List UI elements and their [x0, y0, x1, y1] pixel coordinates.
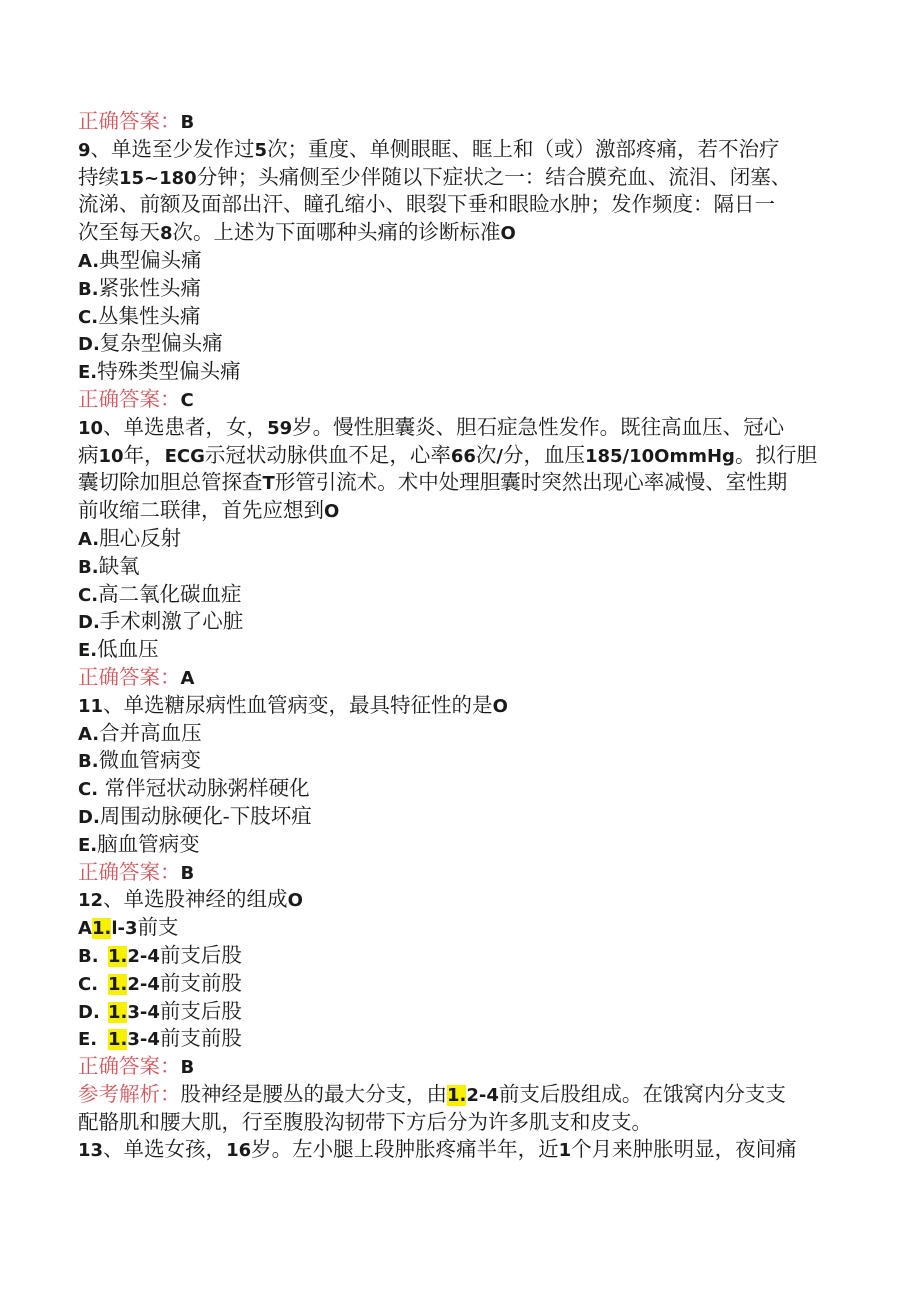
highlight-mark: 1. — [108, 945, 128, 967]
option-text: 高二氧化碳血症 — [98, 581, 242, 606]
option-item — [78, 581, 838, 609]
option-text: 低血压 — [97, 637, 159, 662]
option-text: 缺氧 — [98, 553, 140, 578]
option-item — [78, 775, 838, 803]
highlight-mark: 1. — [91, 918, 112, 940]
analysis-text: 前支后股组成。在饿窝内分支支 — [498, 1081, 786, 1106]
text-run: 、单选女孩，16岁。左小腿上段肿胀疼痛半年，近1个月来肿胀明显，夜间痛 — [103, 1137, 797, 1162]
answer-line — [78, 859, 838, 887]
option-letter: D. — [78, 612, 100, 634]
text-run: 持续15~180分钟；头痛侧至少伴随以下症状之一：结合膜充血、流泪、闭塞、 — [78, 164, 792, 189]
analysis-line — [78, 1081, 838, 1109]
option-letter: C. — [78, 306, 99, 328]
option-letter: B. — [78, 945, 99, 967]
answer-value: C — [180, 389, 194, 411]
option-text: 微血管病变 — [98, 748, 202, 773]
option-letter: C. — [78, 584, 99, 606]
option-text: 周围动脉硬化-下肢坏疽 — [99, 803, 312, 828]
question-line — [78, 886, 838, 914]
option-item — [78, 831, 838, 859]
option-letter: B. — [78, 556, 99, 578]
text-run: 、单选股神经的组成O — [103, 887, 303, 912]
option-range: 2-4 — [127, 973, 160, 995]
option-letter: C. — [78, 779, 99, 801]
question-line — [78, 136, 838, 164]
answer-line — [78, 664, 838, 692]
option-letter: A. — [78, 528, 100, 550]
option-item — [78, 275, 838, 303]
question-line — [78, 1136, 838, 1164]
option-text: 丛集性头痛 — [98, 303, 201, 328]
analysis-range: 2-4 — [466, 1084, 499, 1106]
answer-value: B — [180, 862, 195, 884]
option-letter: A. — [78, 250, 100, 272]
question-line — [78, 191, 838, 219]
answer-line — [78, 1053, 838, 1081]
option-text: 合并高血压 — [99, 720, 202, 745]
option-letter: A. — [78, 723, 100, 745]
option-text: 前支后股 — [159, 942, 242, 967]
text-run: 、单选至少发作过5次；重度、单侧眼眶、眶上和（或）激部疼痛，若不治疗 — [90, 136, 780, 161]
option-item — [78, 998, 838, 1026]
question-number: 11 — [78, 695, 104, 717]
answer-label: 正确答案： — [78, 1054, 181, 1079]
option-letter: E. — [78, 1029, 98, 1051]
question-number: 13 — [78, 1140, 104, 1162]
answer-label: 正确答案： — [78, 109, 181, 133]
text-run: 次至每天8次。上述为下面哪种头痛的诊断标准O — [78, 220, 516, 245]
option-range: 3-4 — [127, 1001, 160, 1023]
analysis-label: 参考解析： — [78, 1081, 181, 1106]
option-text: 前支 — [137, 915, 179, 940]
option-item — [78, 1025, 838, 1053]
option-range: l-3 — [111, 918, 138, 940]
question-line — [78, 164, 838, 192]
question-line — [78, 469, 838, 497]
option-item — [78, 803, 838, 831]
analysis-text: 配骼肌和腰大肌，行至腹股沟韧带下方后分为许多肌支和皮支。 — [78, 1109, 652, 1134]
option-text: 常伴冠状动脉粥样硬化 — [98, 776, 310, 801]
option-letter: E. — [78, 834, 98, 856]
option-letter: B. — [78, 278, 99, 300]
question-number: 10 — [78, 417, 104, 439]
text-run: 囊切除加胆总管探查T形管引流术。术中处理胆囊时突然出现心率减慢、室性期 — [78, 470, 788, 495]
text-run: 、单选患者，女，59岁。慢性胆囊炎、胆石症急性发作。既往高血压、冠心 — [103, 414, 785, 439]
answer-value: A — [180, 667, 195, 689]
option-letter: E. — [78, 362, 98, 384]
highlight-mark: 1. — [108, 973, 128, 995]
option-letter: C. — [78, 973, 99, 995]
answer-label: 正确答案： — [78, 386, 181, 411]
option-text: 胆心反射 — [99, 525, 182, 550]
option-item — [78, 747, 838, 775]
option-item — [78, 720, 838, 748]
option-item — [78, 970, 838, 998]
text-run: 病10年，ECG示冠状动脉供血不足，心率66次/分，血压185/10OmmHg。拟行胆 — [78, 442, 817, 467]
option-text: 脑血管病变 — [97, 831, 200, 856]
option-text: 特殊类型偏头痛 — [97, 359, 241, 384]
option-range: 2-4 — [127, 945, 160, 967]
option-item — [78, 303, 838, 331]
question-line — [78, 497, 838, 525]
option-item — [78, 914, 838, 942]
highlight-mark: 1. — [108, 1029, 128, 1051]
option-text: 前支前股 — [159, 1026, 242, 1051]
text-run: 流涕、前额及面部出汗、瞳孔缩小、眼裂下垂和眼睑水肿；发作频度：隔日一 — [78, 192, 775, 217]
answer-label: 正确答案： — [78, 859, 181, 884]
option-text: 手术刺激了心脏 — [99, 609, 244, 634]
question-line — [78, 692, 838, 720]
highlight-mark: 1. — [447, 1084, 467, 1106]
option-text: 紧张性头痛 — [98, 275, 202, 300]
question-line — [78, 219, 838, 247]
option-letter: D. — [78, 806, 100, 828]
option-item — [78, 358, 838, 386]
question-line — [78, 414, 838, 442]
option-letter: A — [78, 918, 92, 940]
option-text: 前支后股 — [159, 998, 242, 1023]
answer-line — [78, 108, 838, 136]
option-item — [78, 608, 838, 636]
option-item — [78, 247, 838, 275]
answer-line — [78, 386, 838, 414]
highlight-mark: 1. — [108, 1001, 128, 1023]
option-text: 复杂型偏头痛 — [99, 331, 223, 356]
analysis-line — [78, 1109, 838, 1137]
option-text: 典型偏头痛 — [99, 247, 202, 272]
answer-label: 正确答案： — [78, 664, 181, 689]
option-item — [78, 330, 838, 358]
question-number: 12 — [78, 890, 104, 912]
option-letter: E. — [78, 640, 98, 662]
option-item — [78, 942, 838, 970]
option-item — [78, 553, 838, 581]
text-run: 、单选糖尿病性血管病变，最具特征性的是O — [103, 692, 508, 717]
answer-value: B — [180, 112, 195, 133]
option-item — [78, 636, 838, 664]
analysis-text: 股神经是腰丛的最大分支，由 — [180, 1081, 447, 1106]
option-letter: D. — [78, 1001, 100, 1023]
option-text: 前支前股 — [159, 970, 242, 995]
option-range: 3-4 — [127, 1029, 160, 1051]
answer-value: B — [180, 1057, 195, 1079]
document-content — [78, 108, 838, 1164]
question-number: 9 — [78, 139, 91, 161]
option-letter: D. — [78, 334, 100, 356]
option-item — [78, 525, 838, 553]
question-line — [78, 442, 838, 470]
text-run: 前收缩二联律，首先应想到O — [78, 498, 340, 523]
option-letter: B. — [78, 751, 99, 773]
